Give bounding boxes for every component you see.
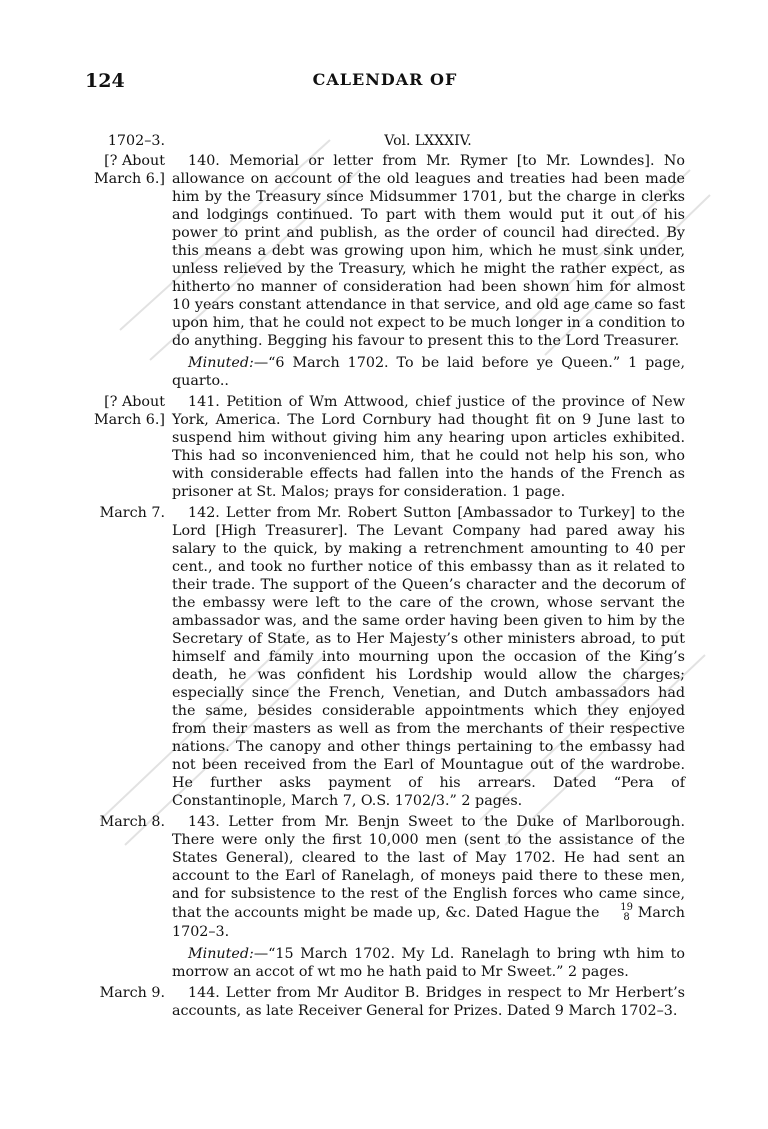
entry-minute: [172, 354, 685, 390]
entry-text: 142. Letter from Mr. Robert Sutton [Ambassador to Turkey] to the Lord [High Treasurer]. The Levant Company had pared away his salary to the quick, by making a retrenchment amounting to 40 per cent., and took no further notice of this embassy than as it related to their trade. The support of the Queen’s character and the decorum of the embassy were left to the care of the crown, whose servant the ambassador was, and the same order having been given to him by the Secretary of State, as to Her Majesty’s other ministers abroad, to put himself and family into mourning upon the occasion of the King’s death, he was confident his Lordship would allow the charges; especially since the French, Venetian, and Dutch ambassadors had the same, besides considerable appointments which they enjoyed from their masters as well as from the merchants of their respective nations. The canopy and other things pertaining to the embassy had not been received from the Earl of Mountague out of the wardrobe. He further asks payment of his arrears. Dated “Pera of Constantinople, March 7, O.S. 1702/3.” 2 pages.: [172, 505, 685, 809]
entry-text: [172, 813, 685, 941]
entry-minute: [172, 945, 685, 981]
entry-date: March 7.: [99, 505, 165, 521]
entry-142: [85, 504, 685, 810]
minute-label: Minuted:: [188, 946, 254, 962]
volume-heading: Vol. LXXXIV.: [384, 133, 472, 149]
fraction-denominator: 8: [623, 912, 630, 923]
entry-date: [? About March 6.]: [94, 153, 165, 187]
page-number: 124: [85, 70, 125, 92]
entry-date: March 8.: [99, 814, 165, 830]
running-title: CALENDAR OF: [312, 70, 458, 89]
entry-text-before: 143. Letter from Mr. Benjn Sweet to the Duke of Marlborough. There were only the first 10,000 men (sent to the assistance of the States General), cleared to the last of May 1702. He had sent an account to the Earl of Ranelagh, of moneys paid there to these men, and for subsistence to the rest of the English forces who came since, that the accounts might be made up, &c. Dated Hague the: [172, 814, 685, 921]
entry-text-after: March 1702–3.: [172, 905, 685, 940]
fraction-numerator: 19: [620, 902, 633, 913]
year-note: 1702–3.: [107, 133, 165, 149]
date-fraction: [604, 903, 633, 923]
minute-text: —“15 March 1702. My Ld. Ranelagh to bring wth him to morrow an accot of wt mo he hath paid to Mr Sweet.” 2 pages.: [172, 946, 685, 980]
minute-text: —“6 March 1702. To be laid before ye Queen.” 1 page, quarto..: [172, 355, 685, 389]
entry-text: 141. Petition of Wm Attwood, chief justice of the province of New York, America. The Lord Cornbury had thought fit on 9 June last to suspend him without giving him any hearing upon articles exhibited. This had so inconvenienced him, that he could not help his son, who with considerable effects had fallen into the hands of the French as prisoner at St. Malos; prays for consideration. 1 page.: [172, 394, 685, 500]
entry-141: [85, 393, 685, 501]
entry-140: [85, 152, 685, 390]
minute-label: Minuted:: [188, 355, 254, 371]
entry-143: [85, 813, 685, 981]
page-header: [85, 70, 685, 100]
entry-date: [? About March 6.]: [94, 394, 165, 428]
entry-text: 144. Letter from Mr Auditor B. Bridges in respect to Mr Herbert’s accounts, as late Receiver General for Prizes. Dated 9 March 1702–3.: [172, 985, 685, 1019]
entry-date: March 9.: [99, 985, 165, 1001]
entry-144: [85, 984, 685, 1020]
entry-text: 140. Memorial or letter from Mr. Rymer [to Mr. Lowndes]. No allowance on account of the old leagues and treaties had been made him by the Treasury since Midsummer 1701, but the charge in clerks and lodgings continued. To part with them would put it out of his power to print and publish, as the order of council had directed. By this means a debt was growing upon him, which he must sink under, unless relieved by the Treasury, which he might the rather expect, as hitherto no manner of consideration had been shown him for almost 10 years constant attendance in that service, and old age came so fast upon him, that he could not expect to be much longer in a condition to do anything. Begging his favour to present this to the Lord Treasurer.: [172, 153, 685, 349]
